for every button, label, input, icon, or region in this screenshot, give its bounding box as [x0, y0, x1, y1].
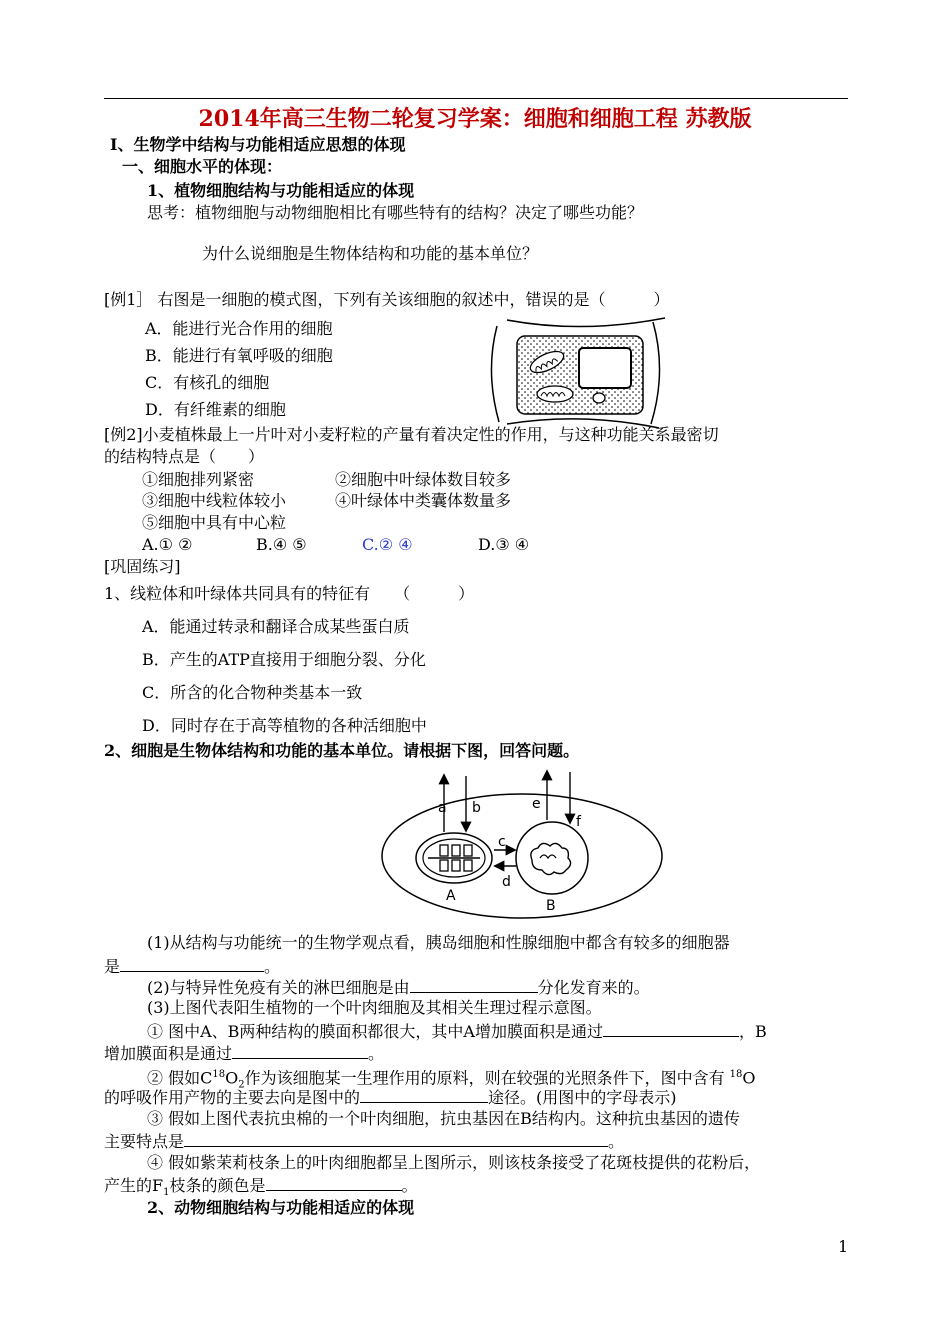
q2-part3-4-line1: ④ 假如紫茉莉枝条上的叶肉细胞都呈上图所示，则该枝条接受了花斑枝提供的花粉后，	[147, 1153, 761, 1172]
answer-blank-3[interactable]	[603, 1020, 739, 1037]
q2-part2: (2)与特异性免疫有关的淋巴细胞是由 分化发育来的。	[147, 978, 650, 997]
diagram-label-c: c	[498, 834, 506, 850]
example2-item-5: ⑤细胞中具有中心粒	[142, 513, 287, 532]
example2-choice-d: D.③ ④	[478, 535, 530, 554]
answer-blank-4[interactable]	[232, 1042, 368, 1059]
q1-option-a: A．能通过转录和翻译合成某些蛋白质	[142, 617, 410, 636]
header-rule	[104, 98, 848, 99]
example2-stem-line2: 的结构特点是（ ）	[104, 447, 265, 466]
page-number: 1	[838, 1237, 849, 1256]
example1-stem: [例1］ 右图是一细胞的模式图，下列有关该细胞的叙述中，错误的是（ ）	[104, 290, 670, 309]
example2-item-4: ④叶绿体中类囊体数量多	[335, 491, 512, 510]
example2-item-3: ③细胞中线粒体较小	[142, 491, 287, 510]
q2-part1-line2: 是 。	[104, 957, 281, 976]
topic-heading: 1、植物细胞结构与功能相适应的体现	[147, 181, 415, 200]
q1-stem: 1、线粒体和叶绿体共同具有的特征有 （ ）	[104, 584, 475, 603]
answer-blank-1[interactable]	[120, 955, 264, 972]
practice-header: [巩固练习]	[104, 557, 181, 576]
diagram-label-e: e	[532, 796, 541, 812]
answer-blank-6[interactable]	[184, 1130, 608, 1147]
q2-part3-3-line2: 主要特点是 。	[104, 1132, 625, 1151]
example1-option-a: A．能进行光合作用的细胞	[145, 319, 333, 338]
plant-cell-figure	[487, 312, 677, 430]
q2-part3-1-line1: ① 图中A、B两种结构的膜面积都很大，其中A增加膜面积是通过 ，B	[147, 1022, 767, 1041]
q1-option-c: C．所含的化合物种类基本一致	[142, 683, 363, 702]
diagram-label-A: A	[446, 888, 456, 904]
q2-part3-2-line1: ② 假如$C^{18}O_2$作为该细胞某一生理作用的原料，则在较强的光照条件下，图中含有 $^{18}$O	[147, 1068, 756, 1091]
diagram-label-d: d	[502, 874, 511, 890]
q2-part3-4-line2: 产生的$F_1$枝条的颜色是 。	[104, 1176, 418, 1199]
diagram-label-b: b	[472, 800, 481, 816]
q2-part1-line1: (1)从结构与功能统一的生物学观点看，胰岛细胞和性腺细胞中都含有较多的细胞器	[147, 933, 730, 952]
answer-blank-2[interactable]	[410, 976, 538, 993]
example2-choice-b: B.④ ⑤	[256, 535, 307, 554]
q1-option-b: B．产生的ATP直接用于细胞分裂、分化	[142, 650, 426, 669]
example2-stem-line1: [例2]小麦植株最上一片叶对小麦籽粒的产量有着决定性的作用，与这种功能关系最密切	[104, 425, 719, 444]
q2-stem: 2、细胞是生物体结构和功能的基本单位。请根据下图，回答问题。	[104, 741, 580, 760]
section-heading: Ⅰ、生物学中结构与功能相适应思想的体现	[110, 135, 406, 154]
page-title: 2014年高三生物二轮复习学案：细胞和细胞工程 苏教版	[198, 106, 752, 132]
q2-part3: (3)上图代表阳生植物的一个叶肉细胞及其相关生理过程示意图。	[147, 998, 602, 1017]
think-question-2: 为什么说细胞是生物体结构和功能的基本单位？	[202, 244, 539, 263]
q2-part3-2-line2: 的呼吸作用产物的主要去向是图中的 途径。(用图中的字母表示)	[104, 1088, 677, 1107]
example2-choice-a: A.① ②	[142, 535, 193, 554]
example1-option-c: C．有核孔的细胞	[145, 373, 270, 392]
example2-item-1: ①细胞排列紧密	[142, 470, 255, 489]
diagram-label-a: a	[438, 800, 447, 816]
topic-heading-2: 2、动物细胞结构与功能相适应的体现	[147, 1198, 415, 1217]
answer-blank-5[interactable]	[360, 1086, 488, 1103]
example1-option-d: D．有纤维素的细胞	[145, 400, 286, 419]
example2-item-2: ②细胞中叶绿体数目较多	[335, 470, 512, 489]
example2-choice-c: C.② ④	[362, 535, 413, 554]
q1-option-d: D．同时存在于高等植物的各种活细胞中	[142, 716, 427, 735]
q2-part3-1-line2: 增加膜面积是通过 。	[104, 1044, 385, 1063]
diagram-label-B: B	[546, 898, 556, 914]
example1-option-b: B．能进行有氧呼吸的细胞	[145, 346, 333, 365]
diagram-label-f: f	[576, 814, 581, 830]
think-question-1: 思考：植物细胞与动物细胞相比有哪些特有的结构？决定了哪些功能？	[147, 203, 644, 222]
cell-organelle-diagram	[374, 764, 664, 924]
subsection-heading: 一、细胞水平的体现：	[122, 157, 283, 176]
q2-part3-3-line1: ③ 假如上图代表抗虫棉的一个叶肉细胞，抗虫基因在B结构内。这种抗虫基因的遗传	[147, 1109, 740, 1128]
answer-blank-7[interactable]	[266, 1174, 402, 1191]
